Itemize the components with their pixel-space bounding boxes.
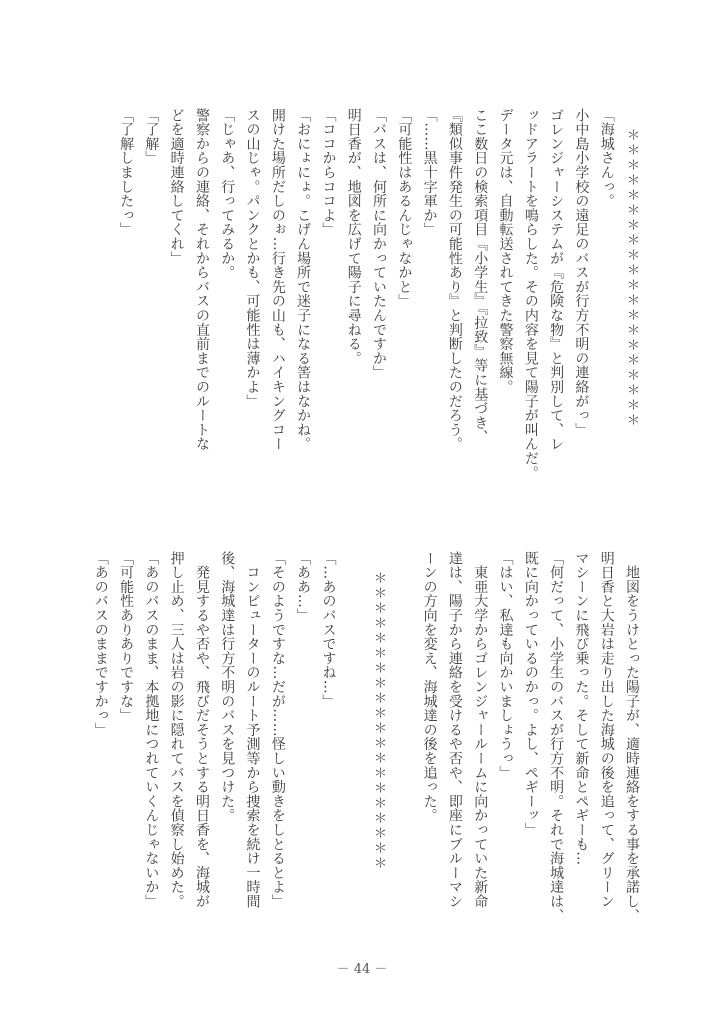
text-line: 「じゃあ、行ってみるか。 <box>219 108 236 280</box>
blank-line <box>391 551 416 936</box>
text-line: 「……黒十字軍か」 <box>421 108 438 237</box>
text-line: ッドアラートを鳴らした。その内容を見て陽子が叫んだ。 <box>522 108 539 480</box>
text-line: 「はい、私達も向かいましょうっ」 <box>497 551 514 780</box>
text-line: 「バスは、何所に向かっていたんですか」 <box>371 108 388 380</box>
page-number: － 44 － <box>336 962 388 977</box>
top-text-block <box>113 108 644 493</box>
text-line: 達は、陽子から連絡を受けるや否や、即座にブルーマシ <box>446 551 463 909</box>
text-line: 「あのバスのままですかっ」 <box>92 551 109 737</box>
text-line: コンピューターのルート予測等から捜索を続け一時間 <box>244 551 261 909</box>
text-line: 開けた場所だしのぉ…行き先の山も、ハイキングコー <box>269 108 286 452</box>
text-line: 既に向かっているのかっ。よし、ペギーッ」 <box>522 551 539 837</box>
text-line: 「ココからココよ」 <box>320 108 337 237</box>
text-line: 発見するや否や、飛びだそうとする明日香を、海城が <box>193 551 210 909</box>
text-line: 後、海城達は行方不明のバスを見つけた。 <box>219 551 236 823</box>
text-line: 明日香が、地図を広げて陽子に尋ねる。 <box>345 108 362 366</box>
text-line: マシーンに飛び乗った。そして新命とペギーも… <box>573 551 590 866</box>
text-line: 『類似事件発生の可能性あり』と判断したのだろう。 <box>446 108 463 452</box>
section-separator: ＊＊＊＊＊＊＊＊＊＊＊＊＊＊＊＊＊＊＊＊ <box>371 571 387 871</box>
text-line: 「可能性ありありですな」 <box>118 551 135 723</box>
text-line: 「おにょにょ。こげん場所で迷子になる筈はなかね。 <box>295 108 312 452</box>
text-line: 「そのようですな…だが……怪しい動きをしとるとよ」 <box>269 551 286 909</box>
text-line: 東亜大学からゴレンジャールームに向かっていた新命 <box>472 551 489 909</box>
text-line: データ元は、自動転送されてきた警察無線。 <box>497 108 514 394</box>
blank-line <box>340 551 365 936</box>
text-line: 「ああ…」 <box>295 551 312 623</box>
text-line: ここ数日の検索項目『小学生』『拉致』等に基づき、 <box>472 108 489 445</box>
section-separator: ＊＊＊＊＊＊＊＊＊＊＊＊＊＊＊＊＊＊＊＊ <box>624 128 639 428</box>
bottom-text-block <box>87 551 644 936</box>
text-line: 「可能性はあるんじゃなかと」 <box>396 108 413 309</box>
text-line: 明日香と大岩は走り出した海城の後を追って、グリーン <box>598 551 615 909</box>
text-line: 地図をうけとった陽子が、適時連絡をする事を承諾し、 <box>624 551 640 923</box>
text-line: 「あのバスのまま、本拠地につれていくんじゃないか」 <box>143 551 160 909</box>
text-line: 「了解しましたっ」 <box>118 108 135 237</box>
text-line: 警察からの連絡、それからバスの直前までのルートな <box>193 108 210 452</box>
text-line: 「海城さんっ。 <box>598 108 615 209</box>
text-line: 押し止め、三人は岩の影に隠れてバスを偵察し始めた。 <box>168 551 185 909</box>
text-line: 「何だって、小学生のバスが行方不明。それで海城達は、 <box>548 551 565 923</box>
text-line: スの山じゃ。パンクとかも、可能性は薄かよ」 <box>244 108 261 409</box>
text-line: ーンの方向を変え、海城達の後を追った。 <box>421 551 438 823</box>
text-line: ゴレンジャーシステムが『危険な物』と判別して、レ <box>548 108 565 452</box>
text-line: 「了解」 <box>143 108 160 166</box>
text-line: どを適時連絡してくれ」 <box>168 108 185 266</box>
text-line: 「…あのバスですね…」 <box>320 551 337 709</box>
text-line: 小中島小学校の遠足のバスが行方不明の連絡がっ」 <box>573 108 590 437</box>
